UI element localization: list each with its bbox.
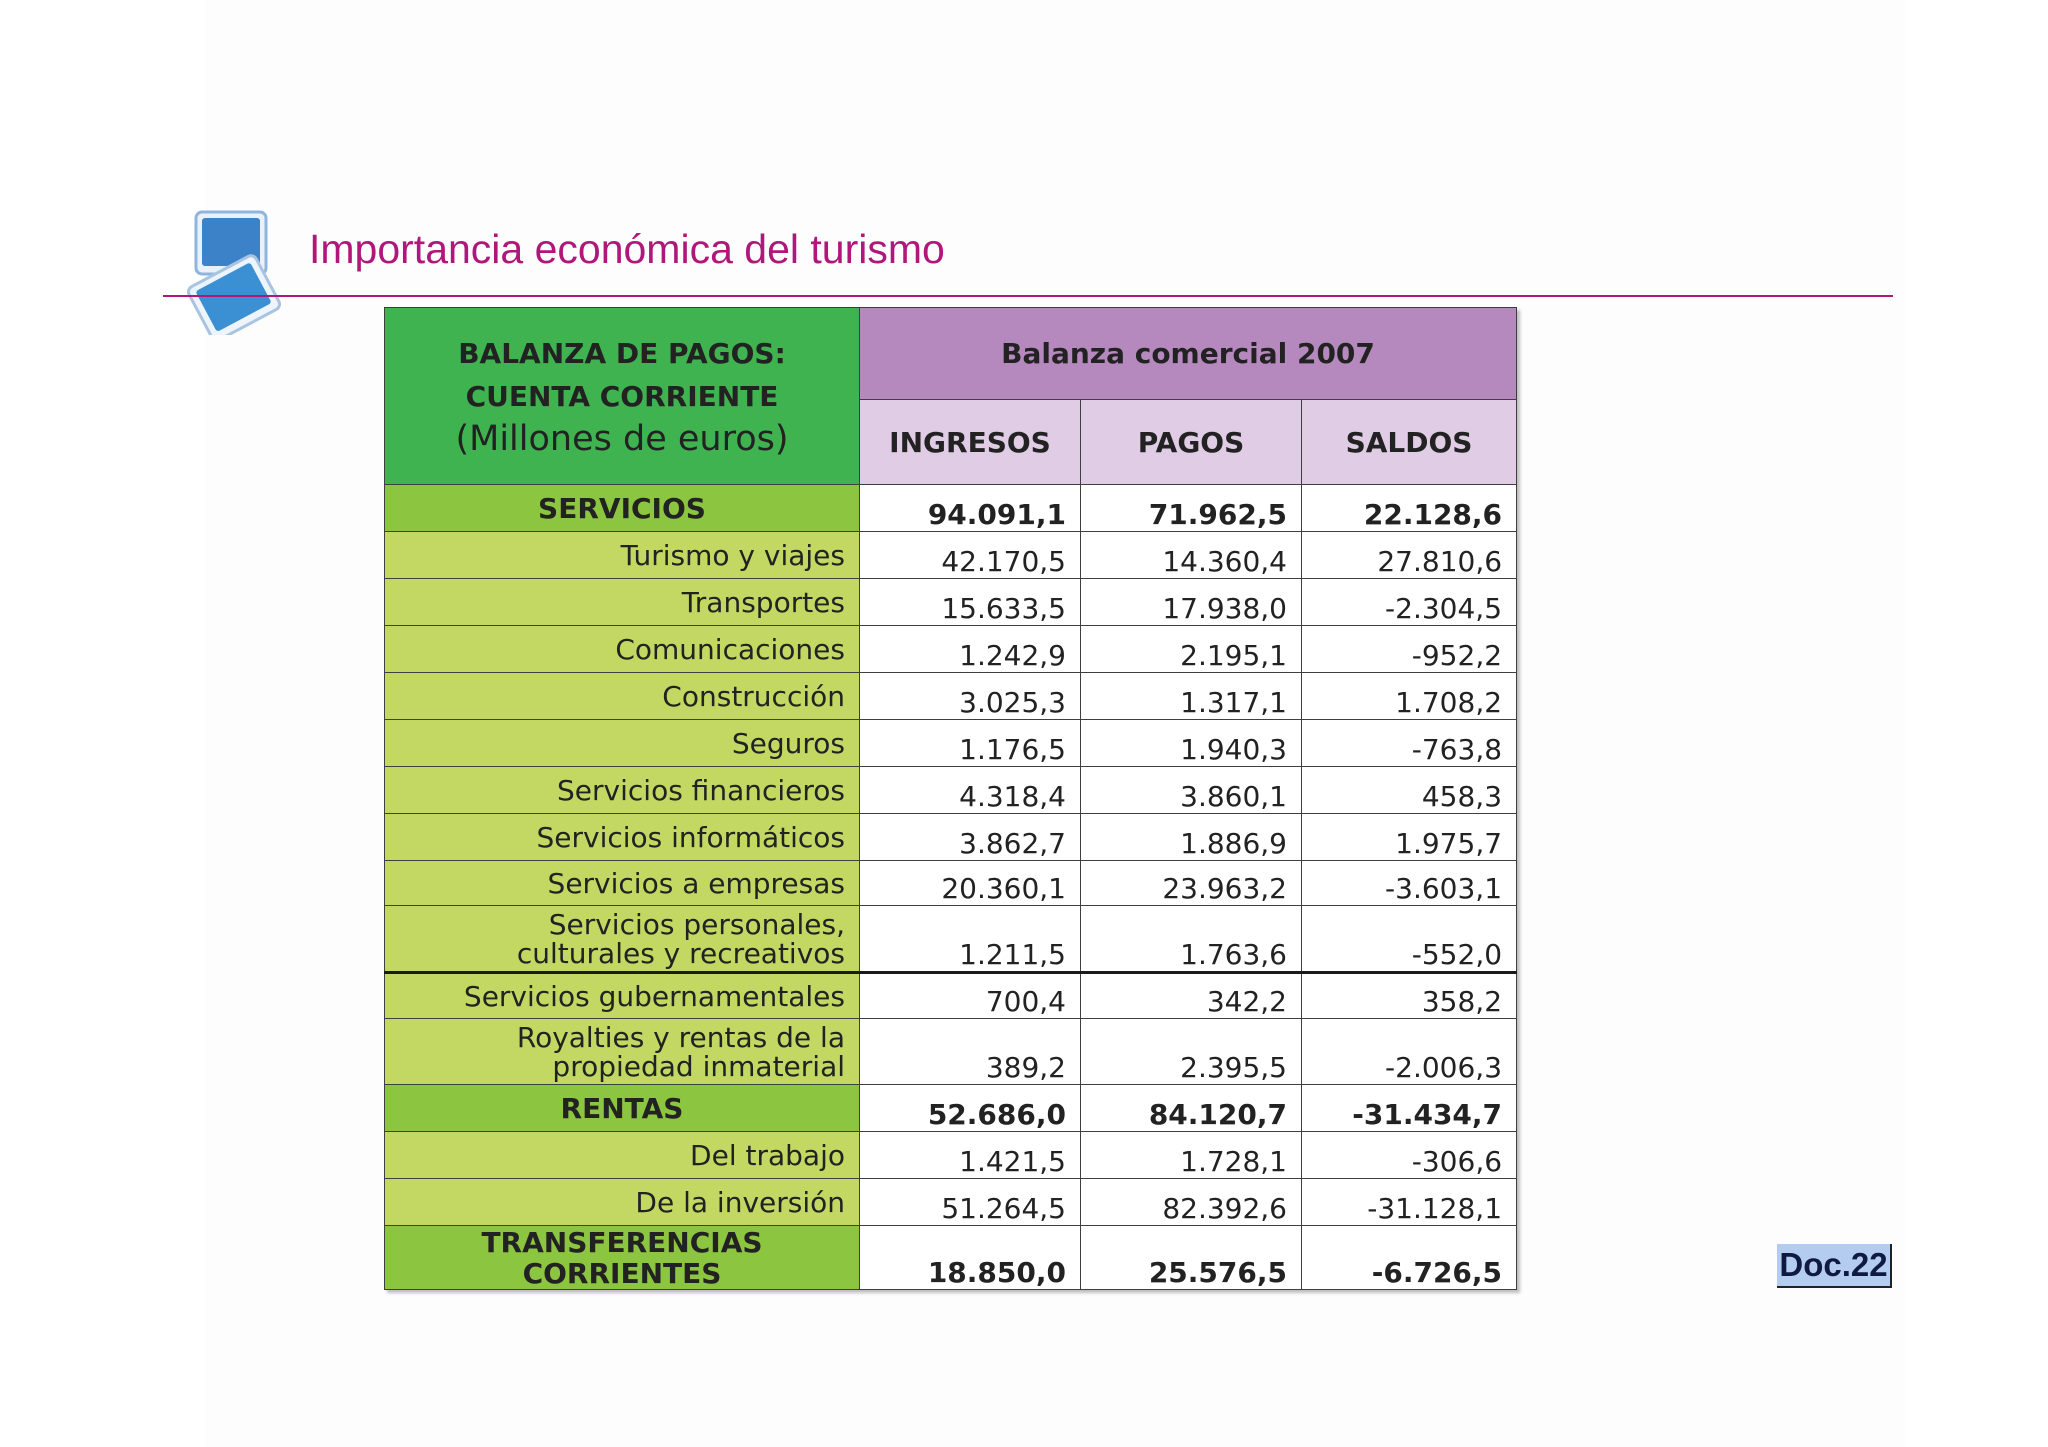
cell-saldos: 1.975,7 xyxy=(1302,814,1517,861)
table-row xyxy=(385,1019,1517,1085)
cell-ingresos: 1.176,5 xyxy=(860,720,1081,767)
table-row xyxy=(385,861,1517,906)
cell-saldos: -2.304,5 xyxy=(1302,579,1517,626)
cell-ingresos: 52.686,0 xyxy=(860,1085,1081,1132)
table-row xyxy=(385,532,1517,579)
row-label: Seguros xyxy=(385,720,860,767)
document-number-label: Doc.22 xyxy=(1777,1244,1892,1288)
cell-pagos: 1.940,3 xyxy=(1081,720,1302,767)
cell-pagos: 1.886,9 xyxy=(1081,814,1302,861)
cell-ingresos: 42.170,5 xyxy=(860,532,1081,579)
row-label: Transportes xyxy=(385,579,860,626)
table-row xyxy=(385,973,1517,1019)
row-label: Turismo y viajes xyxy=(385,532,860,579)
table-main-header xyxy=(385,308,860,485)
table-row-category xyxy=(385,1226,1517,1290)
stacked-monitors-icon xyxy=(186,210,286,335)
cell-saldos: 1.708,2 xyxy=(1302,673,1517,720)
cell-ingresos: 3.862,7 xyxy=(860,814,1081,861)
row-label: Servicios a empresas xyxy=(385,861,860,906)
cell-pagos: 1.317,1 xyxy=(1081,673,1302,720)
cell-saldos: 458,3 xyxy=(1302,767,1517,814)
cell-saldos: -31.128,1 xyxy=(1302,1179,1517,1226)
row-label: Servicios informáticos xyxy=(385,814,860,861)
main-header-units: (Millones de euros) xyxy=(455,418,789,459)
cell-ingresos: 20.360,1 xyxy=(860,861,1081,906)
title-divider xyxy=(163,295,1893,297)
cell-pagos: 2.195,1 xyxy=(1081,626,1302,673)
cell-saldos: 27.810,6 xyxy=(1302,532,1517,579)
period-header: Balanza comercial 2007 xyxy=(860,308,1517,400)
cell-ingresos: 94.091,1 xyxy=(860,485,1081,532)
row-label: TRANSFERENCIAS CORRIENTES xyxy=(385,1226,860,1290)
table-row xyxy=(385,673,1517,720)
cell-ingresos: 700,4 xyxy=(860,973,1081,1019)
table-row-category xyxy=(385,1085,1517,1132)
cell-ingresos: 15.633,5 xyxy=(860,579,1081,626)
row-label: Servicios gubernamentales xyxy=(385,973,860,1019)
cell-saldos: -552,0 xyxy=(1302,906,1517,973)
row-label: Servicios personales, culturales y recreativos xyxy=(385,906,860,973)
table-row xyxy=(385,1179,1517,1226)
cell-ingresos: 1.421,5 xyxy=(860,1132,1081,1179)
column-header-ingresos: INGRESOS xyxy=(860,400,1081,485)
cell-saldos: -31.434,7 xyxy=(1302,1085,1517,1132)
cell-pagos: 84.120,7 xyxy=(1081,1085,1302,1132)
row-label: Construcción xyxy=(385,673,860,720)
cell-saldos: 22.128,6 xyxy=(1302,485,1517,532)
table-row xyxy=(385,720,1517,767)
cell-pagos: 3.860,1 xyxy=(1081,767,1302,814)
column-header-saldos: SALDOS xyxy=(1302,400,1517,485)
cell-ingresos: 1.211,5 xyxy=(860,906,1081,973)
balance-table xyxy=(384,307,1517,1290)
row-label: Servicios financieros xyxy=(385,767,860,814)
table-row xyxy=(385,626,1517,673)
cell-saldos: -2.006,3 xyxy=(1302,1019,1517,1085)
cell-pagos: 82.392,6 xyxy=(1081,1179,1302,1226)
cell-saldos: -3.603,1 xyxy=(1302,861,1517,906)
cell-saldos: -6.726,5 xyxy=(1302,1226,1517,1290)
cell-pagos: 1.763,6 xyxy=(1081,906,1302,973)
cell-pagos: 25.576,5 xyxy=(1081,1226,1302,1290)
cell-saldos: -952,2 xyxy=(1302,626,1517,673)
table-row xyxy=(385,767,1517,814)
cell-ingresos: 4.318,4 xyxy=(860,767,1081,814)
row-label: De la inversión xyxy=(385,1179,860,1226)
table-row xyxy=(385,579,1517,626)
cell-saldos: -763,8 xyxy=(1302,720,1517,767)
table-header-row xyxy=(385,308,1517,400)
main-header-line-2: CUENTA CORRIENTE xyxy=(465,379,779,413)
cell-pagos: 14.360,4 xyxy=(1081,532,1302,579)
cell-ingresos: 51.264,5 xyxy=(860,1179,1081,1226)
cell-saldos: 358,2 xyxy=(1302,973,1517,1019)
main-header-line-1: BALANZA DE PAGOS: xyxy=(458,336,786,370)
table-row-category xyxy=(385,485,1517,532)
table-row xyxy=(385,814,1517,861)
cell-ingresos: 389,2 xyxy=(860,1019,1081,1085)
row-label: SERVICIOS xyxy=(385,485,860,532)
row-label: RENTAS xyxy=(385,1085,860,1132)
cell-pagos: 1.728,1 xyxy=(1081,1132,1302,1179)
cell-ingresos: 18.850,0 xyxy=(860,1226,1081,1290)
row-label: Royalties y rentas de la propiedad inmaterial xyxy=(385,1019,860,1085)
row-label: Del trabajo xyxy=(385,1132,860,1179)
column-header-pagos: PAGOS xyxy=(1081,400,1302,485)
table-row xyxy=(385,1132,1517,1179)
table-row xyxy=(385,906,1517,973)
page-title: Importancia económica del turismo xyxy=(309,226,945,272)
cell-ingresos: 1.242,9 xyxy=(860,626,1081,673)
cell-pagos: 342,2 xyxy=(1081,973,1302,1019)
cell-pagos: 71.962,5 xyxy=(1081,485,1302,532)
cell-pagos: 17.938,0 xyxy=(1081,579,1302,626)
row-label: Comunicaciones xyxy=(385,626,860,673)
cell-ingresos: 3.025,3 xyxy=(860,673,1081,720)
cell-pagos: 2.395,5 xyxy=(1081,1019,1302,1085)
cell-saldos: -306,6 xyxy=(1302,1132,1517,1179)
cell-pagos: 23.963,2 xyxy=(1081,861,1302,906)
